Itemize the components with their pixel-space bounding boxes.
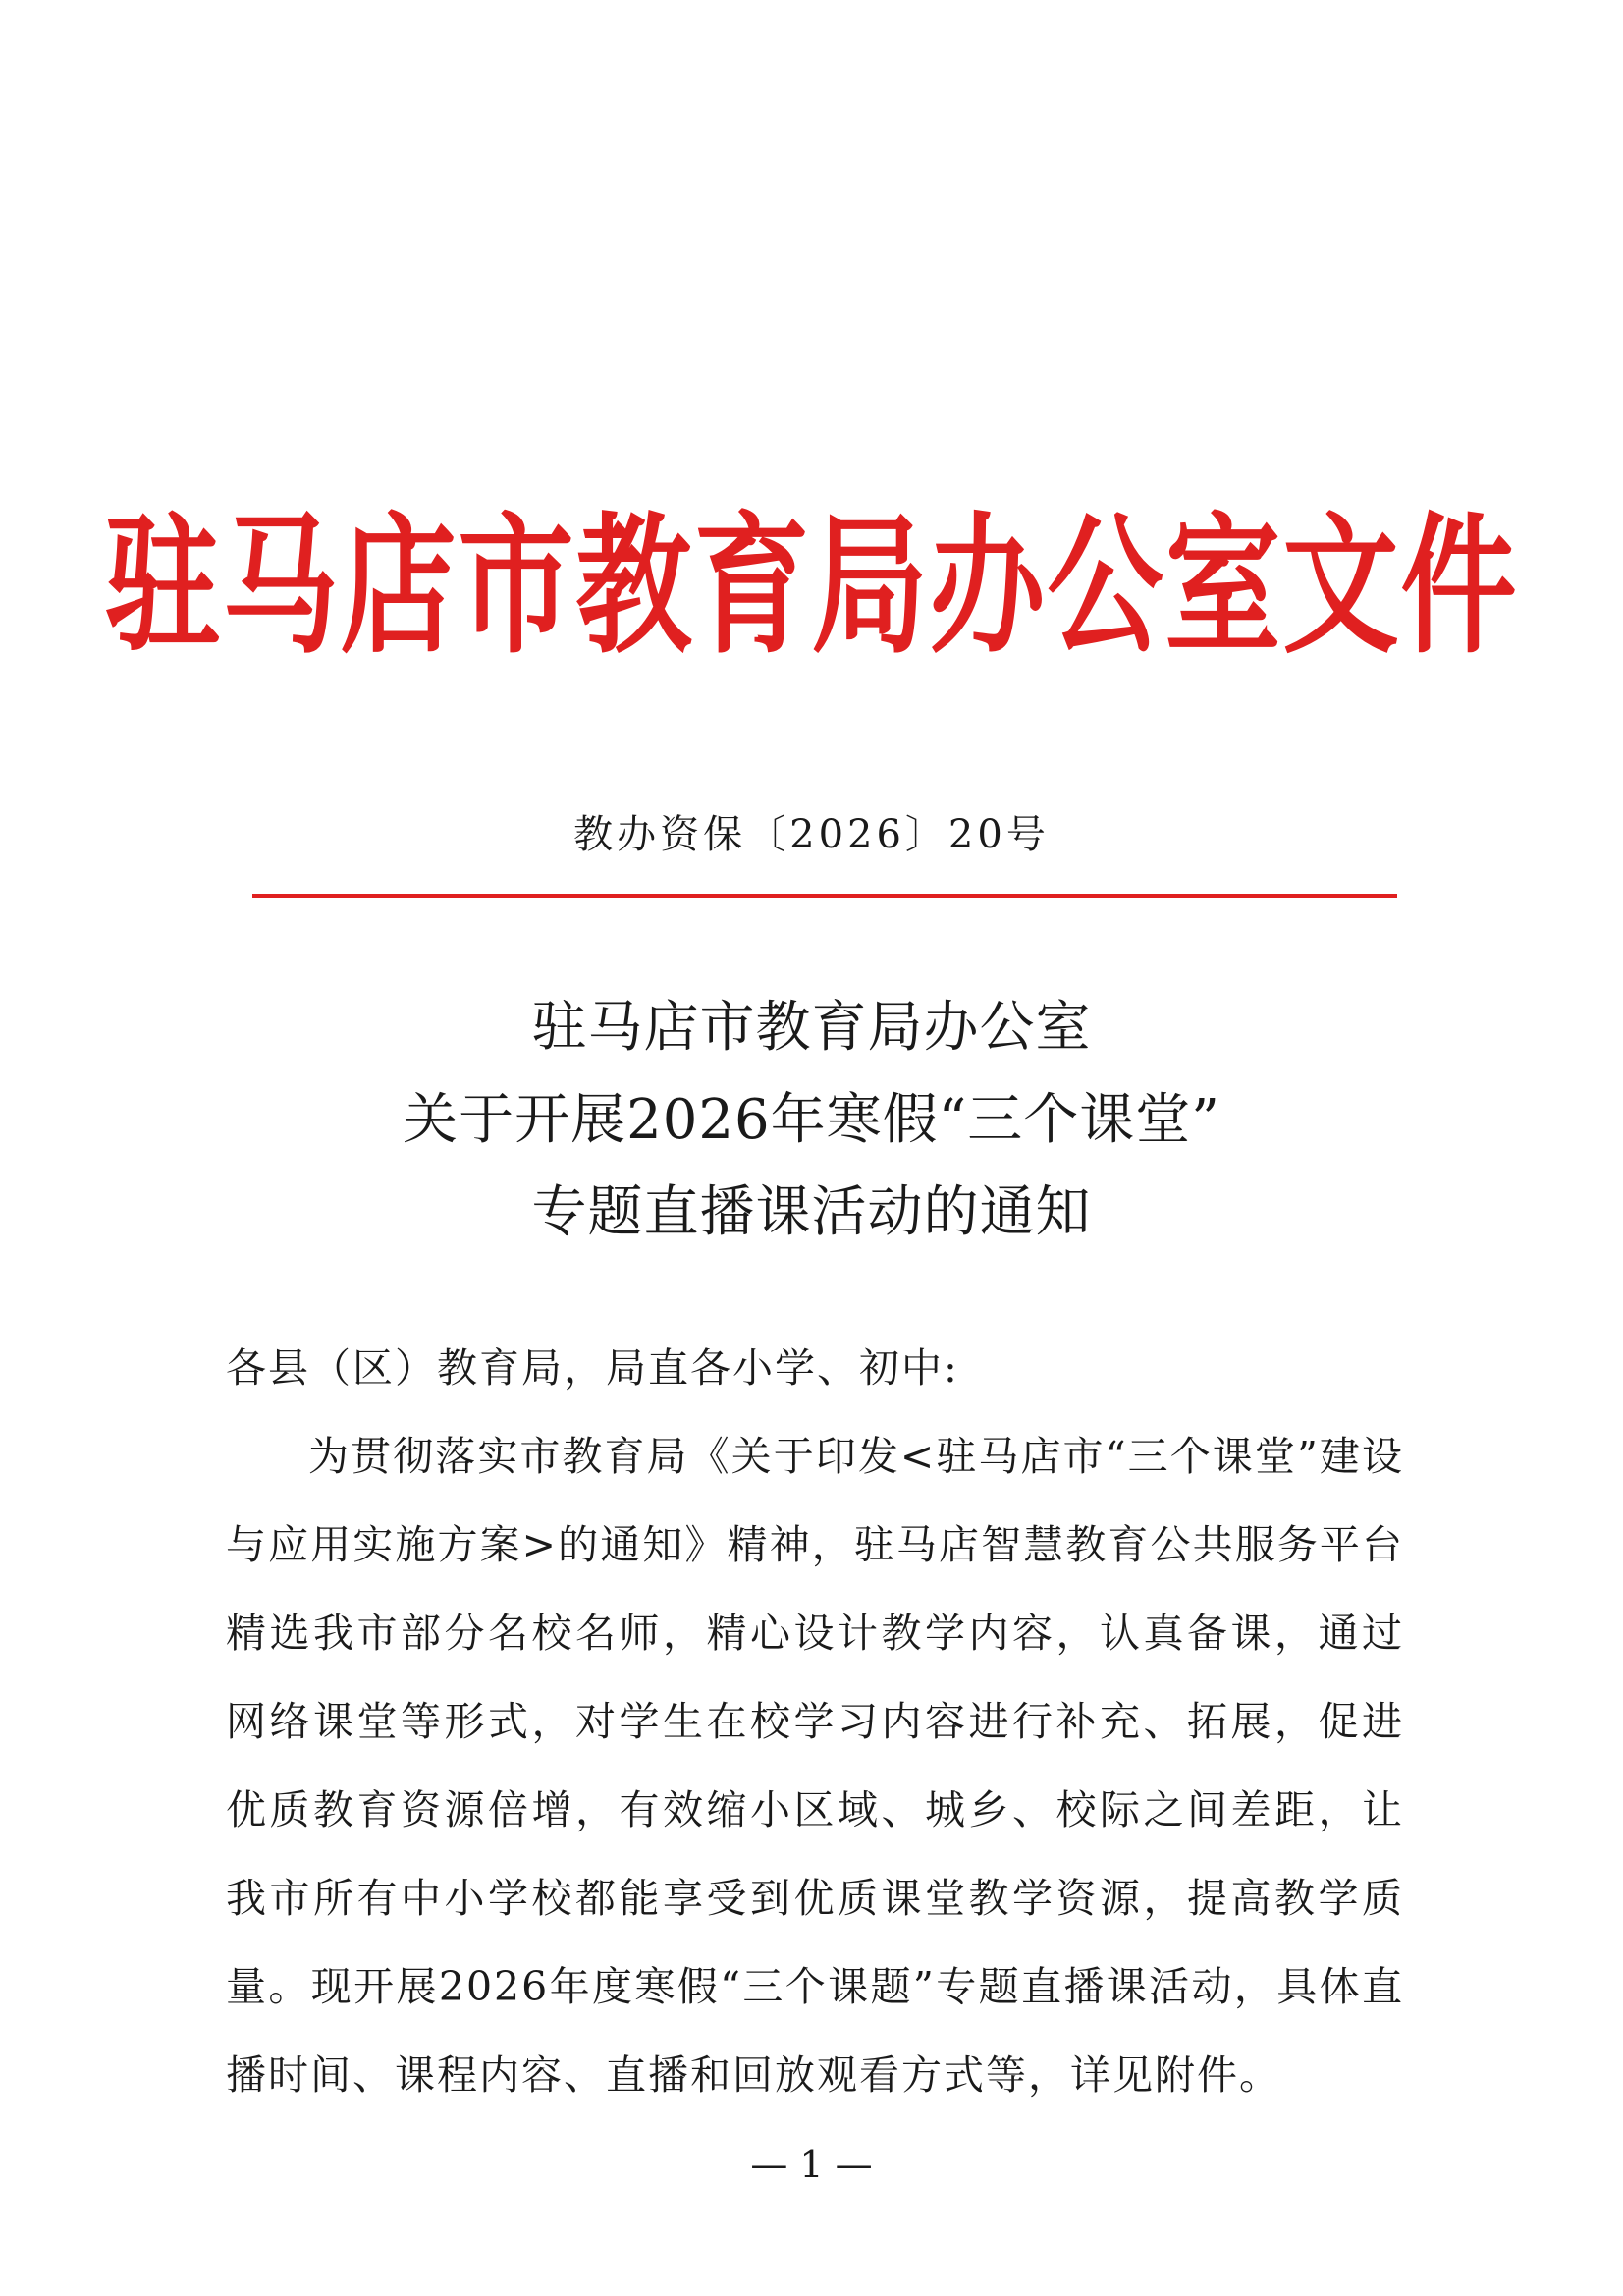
notice-title	[0, 982, 1623, 1259]
page-number: — 1 —	[750, 2143, 873, 2186]
body-paragraph: 为贯彻落实市教育局《关于印发<驻马店市“三个课堂”建设与应用实施方案>的通知》精神，驻马店智慧教育公共服务平台精选我市部分名校名师，精心设计教学内容，认真备课，通过网络课堂等形式，对学生在校学习内容进行补充、拓展，促进优质教育资源倍增，有效缩小区域、城乡、校际之间差距，让我市所有中小学校都能享受到优质课堂教学资源，提高教学质量。现开展2026年度寒假“三个课题”专题直播课活动，具体直播时间、课程内容、直播和回放观看方式等，详见附件。	[226, 1433, 1404, 2099]
notice-body	[226, 1324, 1404, 2119]
document-masthead: 驻马店市教育局办公室文件	[104, 498, 1519, 675]
title-line-2: 关于开展2026年寒假“三个课堂”	[403, 1088, 1220, 1152]
salutation: 各县（区）教育局，局直各小学、初中:	[226, 1344, 959, 1392]
title-line-1: 驻马店市教育局办公室	[531, 996, 1092, 1060]
document-number: 教办资保〔2026〕20号	[573, 812, 1050, 857]
masthead-divider-line	[252, 894, 1397, 898]
title-line-3: 专题直播课活动的通知	[531, 1180, 1092, 1244]
